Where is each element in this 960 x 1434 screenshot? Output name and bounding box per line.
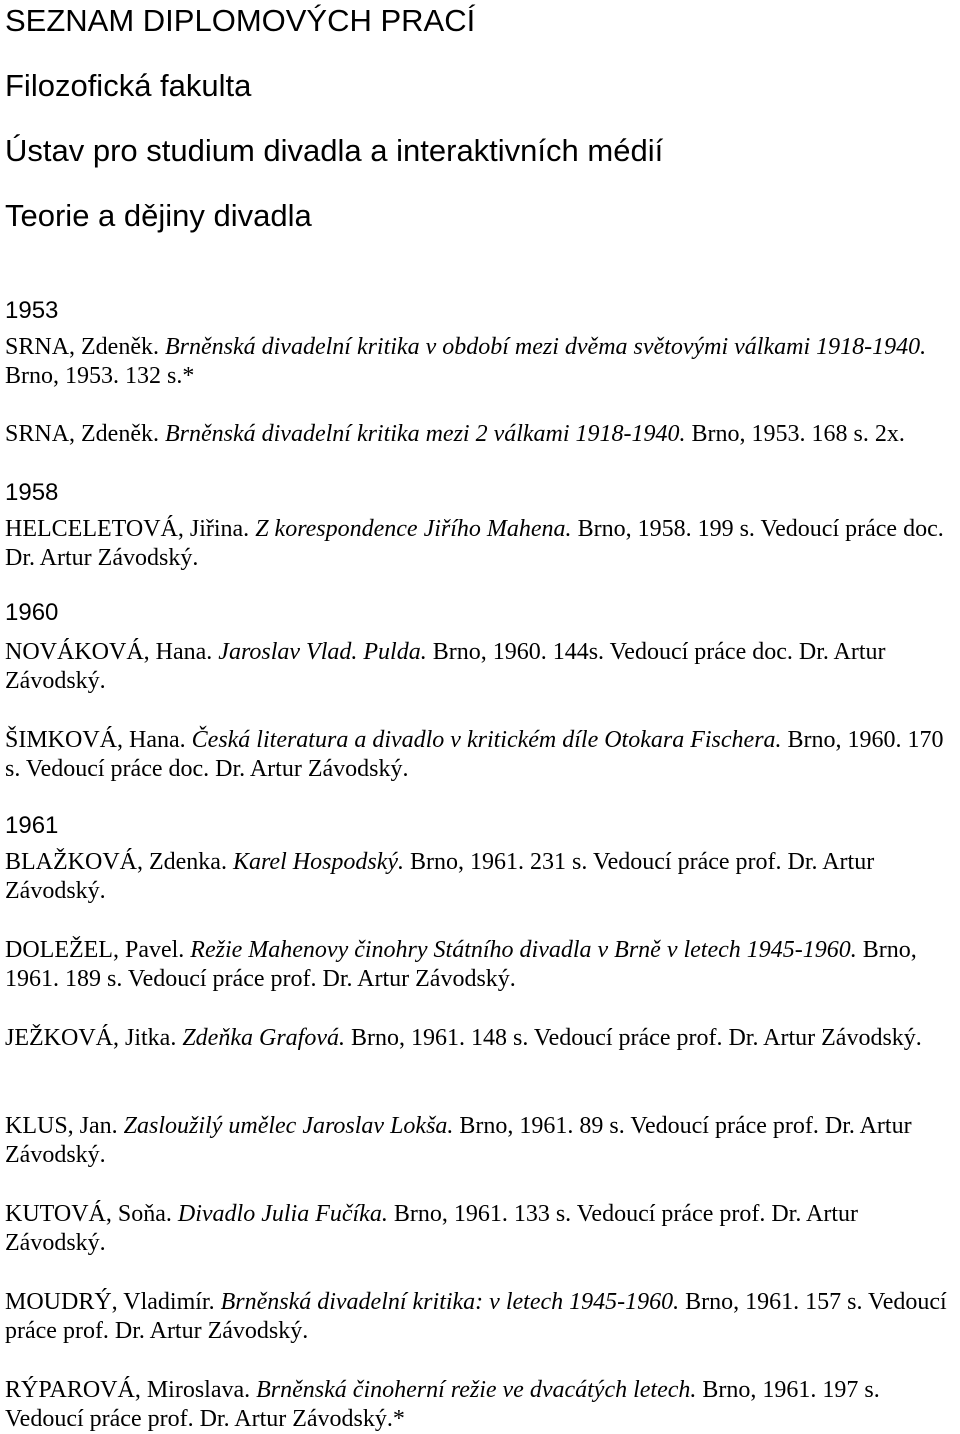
thesis-entry (5, 333, 960, 391)
entry-title: Brněnská divadelní kritika v období mezi dvěma světovými válkami 1918-1940. (164, 334, 927, 360)
thesis-entry (5, 1200, 960, 1258)
thesis-entry (5, 1288, 960, 1346)
entry-title: Režie Mahenovy činohry Státního divadla v Brně v letech 1945-1960. (190, 937, 857, 963)
entry-details: Brno, 1960. 170 s. Vedoucí práce doc. Dr. Artur Závodský. (5, 727, 944, 782)
year-heading: 1953 (5, 297, 59, 324)
thesis-entry (5, 936, 960, 994)
entry-title: Jaroslav Vlad. Pulda. (218, 639, 427, 665)
entry-details: Brno, 1961. 133 s. Vedoucí práce prof. Dr. Artur Závodský. (5, 1201, 858, 1256)
entry-title: Karel Hospodský. (232, 849, 405, 875)
entry-author: NOVÁKOVÁ, Hana. (5, 639, 213, 665)
entry-author: ŠIMKOVÁ, Hana. (5, 727, 186, 753)
entry-author: KLUS, Jan. (5, 1113, 118, 1139)
entry-details: Brno, 1960. 144s. Vedoucí práce doc. Dr. Artur Závodský. (5, 639, 886, 694)
entry-author: BLAŽKOVÁ, Zdenka. (5, 849, 227, 875)
entry-author: KUTOVÁ, Soňa. (5, 1201, 172, 1227)
thesis-entry (5, 515, 960, 573)
entry-title: Česká literatura a divadlo v kritickém díle Otokara Fischera. (191, 727, 782, 753)
year-heading: 1961 (5, 812, 59, 839)
entry-details: Brno, 1961. 157 s. Vedoucí práce prof. Dr. Artur Závodský. (5, 1289, 947, 1344)
entry-details: Brno, 1961. 189 s. Vedoucí práce prof. Dr. Artur Závodský. (5, 937, 917, 992)
institute-heading: Ústav pro studium divadla a interaktivních médií (5, 133, 664, 168)
entry-title: Divadlo Julia Fučíka. (177, 1201, 388, 1227)
document-title: SEZNAM DIPLOMOVÝCH PRACÍ (5, 3, 476, 38)
entry-author: DOLEŽEL, Pavel. (5, 937, 185, 963)
entry-title: Brněnská činoherní režie ve dvacátých letech. (256, 1377, 697, 1403)
entry-title: Brněnská divadelní kritika: v letech 1945-1960. (220, 1289, 680, 1315)
thesis-entry (5, 638, 960, 696)
thesis-entry (5, 420, 960, 449)
entry-details: Brno, 1961. 148 s. Vedoucí práce prof. Dr. Artur Závodský. (350, 1025, 922, 1051)
thesis-entry (5, 726, 960, 784)
entry-author: MOUDRÝ, Vladimír. (5, 1289, 215, 1315)
entry-author: SRNA, Zdeněk. (5, 334, 159, 360)
entry-details: Brno, 1958. 199 s. Vedoucí práce doc. Dr. Artur Závodský. (5, 516, 944, 571)
entry-author: HELCELETOVÁ, Jiřina. (5, 516, 250, 542)
entry-title: Brněnská divadelní kritika mezi 2 válkami 1918-1940. (164, 421, 686, 447)
faculty-heading: Filozofická fakulta (5, 68, 252, 103)
entry-author: JEŽKOVÁ, Jitka. (5, 1025, 177, 1051)
entry-author: SRNA, Zdeněk. (5, 421, 159, 447)
thesis-entry (5, 1024, 960, 1053)
entry-details: Brno, 1961. 197 s. Vedoucí práce prof. Dr. Artur Závodský.* (5, 1377, 880, 1432)
entry-title: Zdeňka Grafová. (182, 1025, 345, 1051)
entry-details: Brno, 1953. 168 s. 2x. (691, 421, 905, 447)
year-heading: 1960 (5, 599, 59, 626)
thesis-entry (5, 1112, 960, 1170)
entry-title: Z korespondence Jiřího Mahena. (255, 516, 572, 542)
entry-details: Brno, 1961. 89 s. Vedoucí práce prof. Dr. Artur Závodský. (5, 1113, 912, 1168)
year-heading: 1958 (5, 479, 59, 506)
entry-details: Brno, 1953. 132 s.* (5, 363, 195, 389)
entry-title: Zasloužilý umělec Jaroslav Lokša. (123, 1113, 454, 1139)
entry-details: Brno, 1961. 231 s. Vedoucí práce prof. Dr. Artur Závodský. (5, 849, 875, 904)
thesis-entry (5, 848, 960, 906)
entry-author: RÝPAROVÁ, Miroslava. (5, 1377, 251, 1403)
program-heading: Teorie a dějiny divadla (5, 198, 312, 233)
thesis-entry (5, 1376, 960, 1434)
